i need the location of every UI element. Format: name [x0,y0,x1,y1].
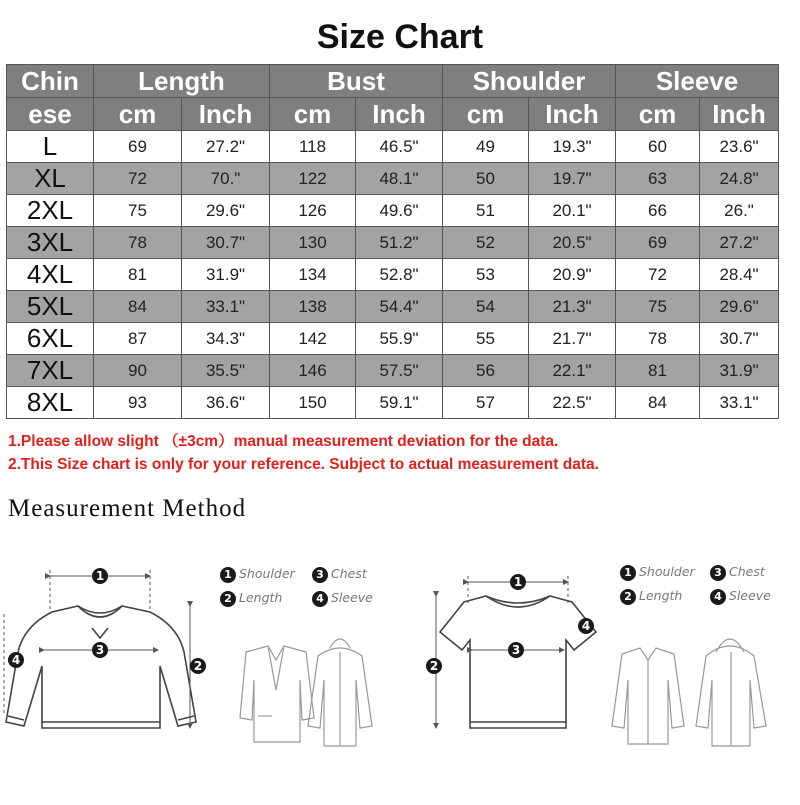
marker-icon: 4 [312,591,328,607]
table-cell: 54 [443,291,529,323]
size-label-cell: XL [7,163,94,195]
table-cell: 84 [616,387,700,419]
marker-sleeve: 4 [581,619,591,633]
table-cell: 81 [616,355,700,387]
table-cell: 53 [443,259,529,291]
header-unit: cm [443,98,529,131]
marker-chest: 3 [95,643,105,657]
table-cell: 22.5" [529,387,616,419]
table-cell: 142 [270,323,356,355]
legend-item-length: 2 Length [220,590,282,607]
table-cell: 23.6" [700,131,779,163]
table-row [7,291,779,323]
table-row [7,195,779,227]
legend-item-sleeve: 4 Sleeve [710,588,771,605]
marker-length: 2 [193,659,203,673]
header-unit: Inch [529,98,616,131]
table-cell: 78 [616,323,700,355]
hoodie-sketch [308,639,372,746]
table-cell: 90 [94,355,182,387]
table-cell: 63 [616,163,700,195]
table-cell: 75 [616,291,700,323]
table-cell: 22.1" [529,355,616,387]
note-reference: 2.This Size chart is only for your reference. Subject to actual measurement data. [8,456,599,473]
legend-item-sleeve: 4 Sleeve [312,590,373,607]
table-cell: 126 [270,195,356,227]
table-cell: 81 [94,259,182,291]
legend-item-chest: 3 Chest [312,566,367,583]
table-row [7,163,779,195]
table-cell: 150 [270,387,356,419]
header-unit: Inch [356,98,443,131]
table-cell: 29.6" [182,195,270,227]
table-row [7,227,779,259]
table-row [7,259,779,291]
header-row-units [7,98,779,131]
table-cell: 20.1" [529,195,616,227]
table-cell: 69 [616,227,700,259]
table-cell: 72 [616,259,700,291]
table-cell: 46.5" [356,131,443,163]
measurement-illustrations [0,540,800,800]
header-chinese-top: Chin [7,65,94,98]
table-cell: 84 [94,291,182,323]
table-cell: 51.2" [356,227,443,259]
marker-icon: 2 [220,591,236,607]
legend-item-length: 2 Length [620,588,682,605]
table-cell: 52 [443,227,529,259]
table-cell: 134 [270,259,356,291]
table-cell: 55.9" [356,323,443,355]
marker-sleeve: 4 [11,653,21,667]
size-label-cell: 2XL [7,195,94,227]
table-cell: 31.9" [182,259,270,291]
size-chart-table [6,64,779,419]
table-cell: 19.3" [529,131,616,163]
legend-item-chest: 3 Chest [710,564,765,581]
table-cell: 93 [94,387,182,419]
measurement-method-title: Measurement Method [8,495,247,522]
header-unit: Inch [182,98,270,131]
marker-icon: 4 [710,589,726,605]
blazer-sketch [240,646,314,742]
header-chinese-bottom: ese [7,98,94,131]
table-cell: 19.7" [529,163,616,195]
header-unit: cm [94,98,182,131]
table-cell: 70." [182,163,270,195]
table-cell: 122 [270,163,356,195]
size-label-cell: 7XL [7,355,94,387]
header-unit: cm [616,98,700,131]
header-bust: Bust [270,65,443,98]
table-cell: 57 [443,387,529,419]
size-label-cell: 3XL [7,227,94,259]
table-cell: 30.7" [700,323,779,355]
legend-item-shoulder: 1 Shoulder [220,566,295,583]
table-cell: 21.3" [529,291,616,323]
table-cell: 60 [616,131,700,163]
marker-chest: 3 [511,643,521,657]
table-cell: 130 [270,227,356,259]
table-cell: 33.1" [182,291,270,323]
table-cell: 52.8" [356,259,443,291]
table-cell: 34.3" [182,323,270,355]
table-row [7,387,779,419]
table-cell: 87 [94,323,182,355]
table-cell: 75 [94,195,182,227]
table-cell: 54.4" [356,291,443,323]
table-cell: 27.2" [700,227,779,259]
table-cell: 33.1" [700,387,779,419]
header-shoulder: Shoulder [443,65,616,98]
table-cell: 51 [443,195,529,227]
table-row [7,323,779,355]
marker-icon: 1 [220,567,236,583]
table-cell: 20.5" [529,227,616,259]
size-label-cell: L [7,131,94,163]
header-unit: cm [270,98,356,131]
marker-icon: 1 [620,565,636,581]
marker-shoulder: 1 [95,569,105,583]
table-cell: 20.9" [529,259,616,291]
table-cell: 138 [270,291,356,323]
size-label-cell: 5XL [7,291,94,323]
legend-long-sleeve [220,566,400,616]
page-title: Size Chart [316,18,484,56]
table-cell: 50 [443,163,529,195]
legend-tshirt [620,564,795,614]
table-cell: 55 [443,323,529,355]
table-cell: 24.8" [700,163,779,195]
table-cell: 69 [94,131,182,163]
table-row [7,131,779,163]
size-label-cell: 6XL [7,323,94,355]
marker-icon: 3 [312,567,328,583]
table-cell: 48.1" [356,163,443,195]
table-cell: 57.5" [356,355,443,387]
marker-icon: 3 [710,565,726,581]
table-row [7,355,779,387]
table-cell: 29.6" [700,291,779,323]
legend-item-shoulder: 1 Shoulder [620,564,695,581]
header-row-groups [7,65,779,98]
marker-shoulder: 1 [513,575,523,589]
table-cell: 66 [616,195,700,227]
note-deviation: 1.Please allow slight （±3cm）manual measurement deviation for the data. [8,433,559,450]
table-cell: 31.9" [700,355,779,387]
table-cell: 36.6" [182,387,270,419]
table-cell: 146 [270,355,356,387]
size-label-cell: 8XL [7,387,94,419]
tshirt-illustration [440,596,596,728]
marker-length: 2 [429,659,439,673]
marker-icon: 2 [620,589,636,605]
notes [8,430,599,476]
table-cell: 28.4" [700,259,779,291]
header-length: Length [94,65,270,98]
table-cell: 30.7" [182,227,270,259]
long-sleeve-shirt-illustration [6,606,196,728]
header-unit: Inch [700,98,779,131]
zip-hoodie-sketch [696,639,766,746]
table-cell: 78 [94,227,182,259]
table-cell: 56 [443,355,529,387]
table-cell: 72 [94,163,182,195]
header-sleeve: Sleeve [616,65,779,98]
table-cell: 59.1" [356,387,443,419]
table-cell: 35.5" [182,355,270,387]
table-cell: 26." [700,195,779,227]
shirt-sketch [612,648,684,744]
table-cell: 21.7" [529,323,616,355]
table-cell: 118 [270,131,356,163]
table-cell: 49 [443,131,529,163]
table-cell: 49.6" [356,195,443,227]
size-label-cell: 4XL [7,259,94,291]
size-table-body [7,131,779,419]
table-cell: 27.2" [182,131,270,163]
